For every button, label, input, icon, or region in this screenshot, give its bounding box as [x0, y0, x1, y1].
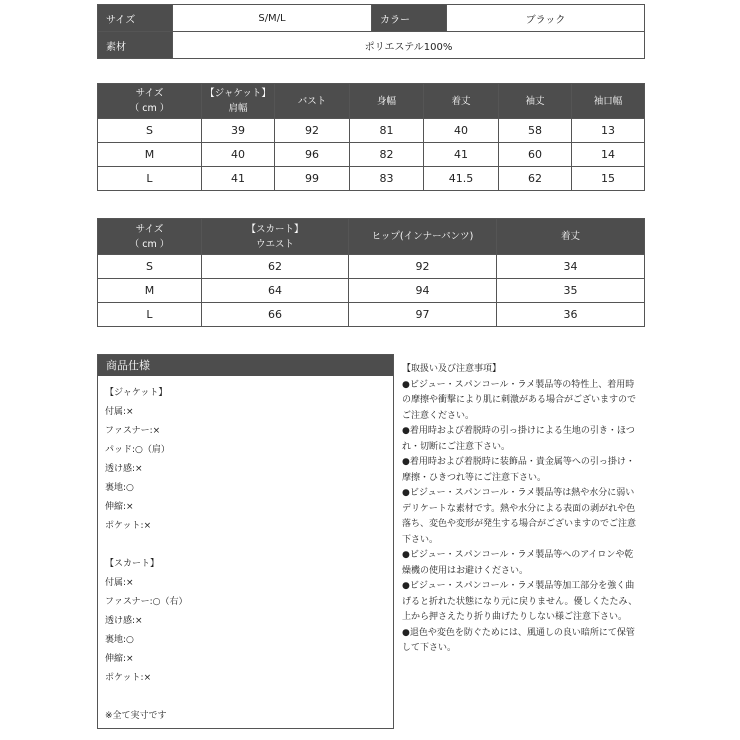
- spec-line: ファスナー:○（右）: [105, 597, 188, 607]
- value-cell: 64: [202, 279, 349, 303]
- material-label: 素材: [98, 32, 173, 59]
- value-cell: 36: [497, 303, 645, 327]
- column-header: 袖丈: [499, 84, 572, 119]
- skirt-header-row: [98, 219, 645, 255]
- info-row-size-color: [98, 5, 645, 32]
- spec-line: 裏地:○: [105, 635, 134, 645]
- spec-line: 伸縮:×: [105, 654, 134, 664]
- value-cell: 96: [275, 143, 350, 167]
- spec-line: 透け感:×: [105, 464, 143, 474]
- value-cell: 58: [499, 119, 572, 143]
- spec-title: 商品仕様: [98, 355, 393, 376]
- spec-line: パッド:○（肩）: [105, 445, 170, 455]
- spec-line: 付属:×: [105, 407, 134, 417]
- spec-line: 【ジャケット】: [105, 388, 168, 398]
- value-cell: 92: [275, 119, 350, 143]
- value-cell: 15: [572, 167, 645, 191]
- color-label: カラー: [372, 5, 447, 32]
- column-header: バスト: [275, 84, 350, 119]
- value-cell: 92: [349, 255, 497, 279]
- column-header: 着丈: [424, 84, 499, 119]
- column-header: ウエスト: [255, 238, 294, 250]
- value-cell: 40: [202, 143, 275, 167]
- jacket-header-size: [98, 84, 202, 119]
- size-value: S/M/L: [173, 5, 372, 32]
- value-cell: 99: [275, 167, 350, 191]
- column-header: 袖口幅: [572, 84, 645, 119]
- value-cell: 41: [424, 143, 499, 167]
- spec-line: ポケット:×: [105, 521, 152, 531]
- spec-line: 伸縮:×: [105, 502, 134, 512]
- size-header-line2: （ cm ）: [129, 103, 170, 114]
- value-cell: 83: [350, 167, 424, 191]
- spec-line: 透け感:×: [105, 616, 143, 626]
- size-header-line2: （ cm ）: [129, 238, 170, 250]
- column-header: 着丈: [497, 219, 645, 255]
- value-cell: 82: [350, 143, 424, 167]
- care-notes: [402, 362, 642, 657]
- value-cell: 62: [202, 255, 349, 279]
- note-item: ●着用時および着脱時に装飾品・貴金属等への引っ掛け・摩擦・ひきつれ等にご注意下さい。: [402, 457, 635, 483]
- table-row: [98, 167, 645, 191]
- column-header: ヒップ(インナーパンツ): [349, 219, 497, 255]
- table-row: [98, 143, 645, 167]
- note-item: ●ビジュー・スパンコール・ラメ製品等へのアイロンや乾燥機の使用はお避けください。: [402, 550, 634, 576]
- skirt-size-table: [97, 218, 645, 327]
- product-spec-box: [97, 354, 394, 729]
- value-cell: 40: [424, 119, 499, 143]
- note-item: ●ビジュー・スパンコール・ラメ製品等は熱や水分に弱いデリケートな素材です。熱や水分による表面の剥がれや色落ち、変色や変形が発生する場合がございますのでご注意下さい。: [402, 488, 637, 545]
- spec-list: [98, 376, 393, 726]
- spec-line: 付属:×: [105, 578, 134, 588]
- spec-line: [105, 688, 393, 707]
- size-cell: L: [98, 303, 202, 327]
- spec-line: 裏地:○: [105, 483, 134, 493]
- value-cell: 35: [497, 279, 645, 303]
- value-cell: 14: [572, 143, 645, 167]
- jacket-size-table: [97, 83, 645, 191]
- table-row: [98, 303, 645, 327]
- value-cell: 66: [202, 303, 349, 327]
- value-cell: 39: [202, 119, 275, 143]
- column-header: 肩幅: [228, 103, 248, 114]
- jacket-header-shoulder: [202, 84, 275, 119]
- value-cell: 41.5: [424, 167, 499, 191]
- spec-line: ※全て実寸です: [105, 711, 167, 721]
- note-item: ●ビジュー・スパンコール・ラメ製品等加工部分を強く曲げると折れた状態になり元に戻りません。優しくたたみ、上から押さえたり折り曲げたりしない様ご注意下さい。: [402, 581, 638, 622]
- spec-line: 【スカート】: [105, 559, 160, 569]
- jacket-section-label: 【ジャケット】: [205, 88, 271, 99]
- size-cell: M: [98, 279, 202, 303]
- size-cell: L: [98, 167, 202, 191]
- skirt-header-waist: [202, 219, 349, 255]
- table-row: [98, 255, 645, 279]
- size-label: サイズ: [98, 5, 173, 32]
- value-cell: 94: [349, 279, 497, 303]
- value-cell: 97: [349, 303, 497, 327]
- material-value: ポリエステル100%: [173, 32, 645, 59]
- value-cell: 34: [497, 255, 645, 279]
- size-cell: S: [98, 119, 202, 143]
- note-item: ●着用時および着脱時の引っ掛けによる生地の引き・ほつれ・切断にご注意下さい。: [402, 426, 635, 452]
- value-cell: 62: [499, 167, 572, 191]
- value-cell: 41: [202, 167, 275, 191]
- info-table: [97, 4, 645, 59]
- column-header: 身幅: [350, 84, 424, 119]
- note-item: ●ビジュー・スパンコール・ラメ製品等の特性上、着用時の摩擦や衝撃により肌に刺激がある場合がございますのでご注意ください。: [402, 379, 637, 421]
- info-row-material: [98, 32, 645, 59]
- jacket-header-row: [98, 84, 645, 119]
- skirt-section-label: 【スカート】: [246, 223, 304, 235]
- skirt-header-size: [98, 219, 202, 255]
- table-row: [98, 119, 645, 143]
- size-cell: M: [98, 143, 202, 167]
- table-row: [98, 279, 645, 303]
- size-cell: S: [98, 255, 202, 279]
- size-header-line1: サイズ: [135, 223, 164, 235]
- color-value: ブラック: [447, 5, 645, 32]
- value-cell: 81: [350, 119, 424, 143]
- note-item: ●退色や変色を防ぐためには、風通しの良い暗所にて保管して下さい。: [402, 627, 635, 653]
- value-cell: 60: [499, 143, 572, 167]
- spec-line: ポケット:×: [105, 673, 152, 683]
- spec-line: [105, 536, 393, 555]
- size-header-line1: サイズ: [135, 88, 164, 99]
- value-cell: 13: [572, 119, 645, 143]
- spec-line: ファスナー:×: [105, 426, 161, 436]
- notes-title: 【取扱い及び注意事項】: [402, 364, 502, 374]
